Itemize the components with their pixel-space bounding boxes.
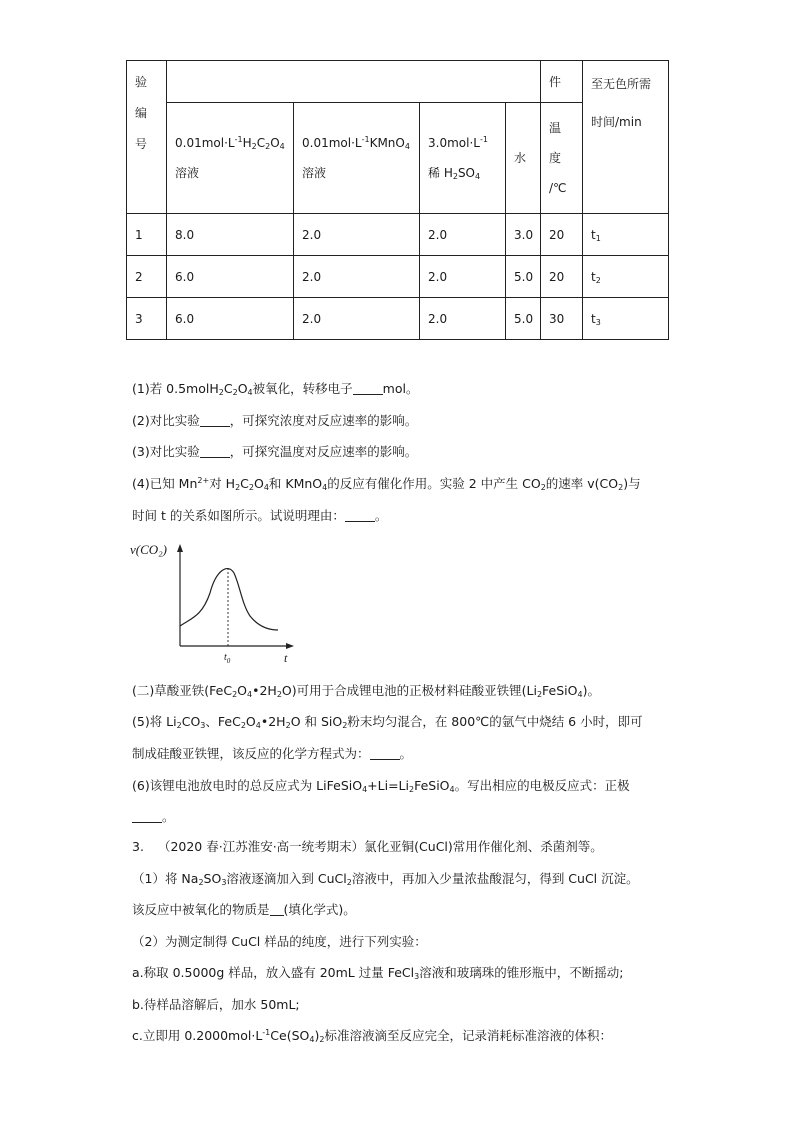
header-h2c2o4: $0.01mol\cdot L^{-1}H_2C_2O_4$ 溶液 [167, 103, 294, 214]
question-5: (5)将 $Li_2CO_3$、$FeC_2O_4•2H_2O$ 和 SiO$_2$粉末均匀混合，在 800℃的氩气中烧结 6 小时，即可 [132, 714, 643, 730]
graph-xlabel: t [284, 651, 288, 665]
question-4-cont: 时间 t 的关系如图所示。试说明理由： 。 [132, 508, 388, 523]
step-b: b.待样品溶解后，加水 50mL; [132, 997, 300, 1012]
answer-blank[interactable] [200, 413, 230, 427]
step-a: a.称取 0.5000g 样品，放入盛有 20mL 过量 FeCl$_3$溶液和玻璃珠的锥形瓶中，不断摇动; [132, 965, 624, 981]
problem-3-q1: （1）将 $Na_2SO_3$溶液逐滴加入到 CuCl$_2$溶液中，再加入少量浓盐酸混匀，得到 CuCl 沉淀。 [132, 871, 639, 887]
answer-blank[interactable] [345, 508, 375, 522]
table-row: 2 6.0 2.0 2.0 5.0 20 $t_2$ [127, 256, 669, 298]
question-4: (4)已知 $Mn^{2+}$对 $H_2C_2O_4$和 KMnO$_4$的反应有催化作用。实验 2 中产生 $CO_2$的速率 $v(CO_2)$与 [132, 476, 641, 492]
answer-blank[interactable] [200, 444, 230, 458]
problem-3-q2: （2）为测定制得 CuCl 样品的纯度，进行下列实验： [132, 934, 427, 949]
experiment-table [126, 60, 669, 340]
t0-label: $t_0$ [224, 652, 231, 665]
answer-blank[interactable] [132, 809, 162, 823]
graph-ylabel: v(CO₂) [130, 542, 168, 557]
question-6: (6)该锂电池放电时的总反应式为 $LiFeSiO_4+Li=Li_2FeSiO_4$。写出相应的电极反应式：正极 [132, 778, 630, 794]
problem-3-title: 3. （2020 春·江苏淮安·高一统考期末）氯化亚铜(CuCl)常用作催化剂、杀菌剂等。 [132, 839, 603, 854]
table-row: 1 8.0 2.0 2.0 3.0 20 $t_1$ [127, 214, 669, 256]
problem-3-q1-cont: 该反应中被氧化的物质是 (填化学式)。 [132, 902, 356, 917]
question-3: (3)对比实验 ，可探究温度对反应速率的影响。 [132, 444, 418, 459]
question-6-cont: 。 [132, 807, 175, 825]
question-2: (2)对比实验 ，可探究浓度对反应速率的影响。 [132, 413, 418, 428]
header-water: 水 [506, 103, 541, 214]
header-condition: 件 [541, 61, 583, 103]
rate-time-graph [130, 538, 300, 666]
header-time: 至无色所需 时间/min [583, 61, 669, 214]
part-2-intro: (二)草酸亚铁$(FeC_2O_4•2H_2O)$可用于合成锂电池的正极材料硅酸亚铁锂$(Li_2FeSiO_4)$。 [132, 683, 600, 699]
header-exp-id: 验 编 号 [127, 61, 167, 214]
x-axis-arrow [286, 643, 294, 649]
header-temp: 温 度 /℃ [541, 103, 583, 214]
header-reagent-group [167, 61, 541, 103]
answer-blank[interactable] [270, 902, 284, 916]
header-h2so4: $3.0mol\cdot L^{-1}$ 稀 $H_2SO_4$ [420, 103, 506, 214]
question-5-cont: 制成硅酸亚铁锂，该反应的化学方程式为： 。 [132, 746, 413, 761]
answer-blank[interactable] [353, 381, 383, 395]
rate-curve [180, 569, 278, 630]
step-c: c.立即用 $0.2000mol\cdot L^{-1}Ce(SO_4)_2$标准溶液滴至反应完全，记录消耗标准溶液的体积： [132, 1028, 612, 1044]
answer-blank[interactable] [370, 746, 400, 760]
table-row: 3 6.0 2.0 2.0 5.0 30 $t_3$ [127, 298, 669, 340]
header-kmno4: $0.01mol\cdot L^{-1}KMnO_4$ 溶液 [294, 103, 420, 214]
question-1: (1)若 $0.5molH_2C_2O_4$被氧化，转移电子 mol。 [132, 381, 419, 397]
y-axis-arrow [177, 544, 183, 552]
